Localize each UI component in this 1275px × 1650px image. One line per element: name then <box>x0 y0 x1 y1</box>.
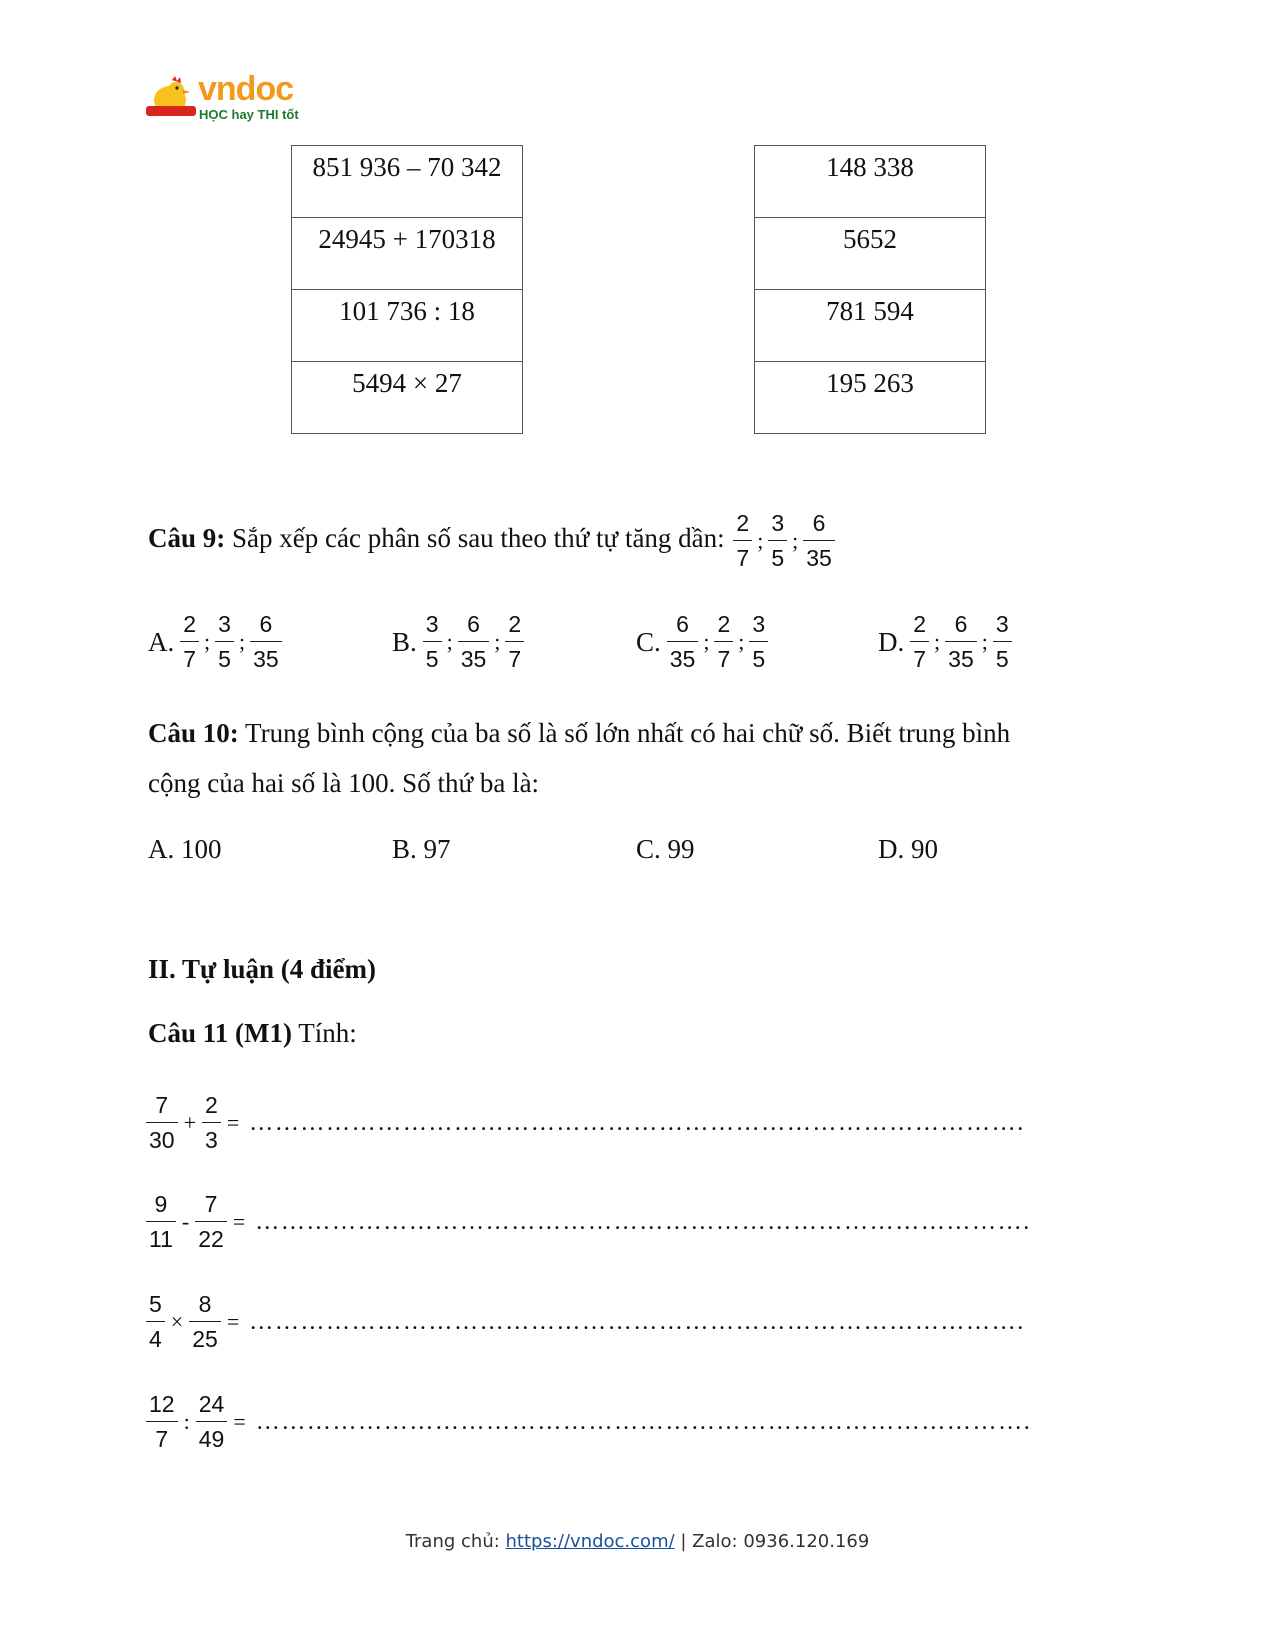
numerator: 7 <box>146 1094 178 1123</box>
denominator: 7 <box>508 646 522 672</box>
chicken-mascot-icon <box>146 76 198 120</box>
question-10 <box>148 720 1010 747</box>
fraction <box>714 613 733 671</box>
fraction <box>146 1193 176 1251</box>
separator: ; <box>981 629 988 654</box>
separator: = <box>226 1110 240 1135</box>
table-cell: 101 736 : 18 <box>292 290 523 362</box>
numerator: 2 <box>202 1094 221 1123</box>
denominator: 35 <box>806 545 832 571</box>
denominator: 5 <box>752 646 766 672</box>
question-fractions <box>731 510 836 571</box>
denominator: 35 <box>253 646 279 672</box>
separator: ; <box>738 629 745 654</box>
separator: ; <box>792 528 799 553</box>
fraction <box>423 613 442 671</box>
numerator: 3 <box>993 613 1012 642</box>
q9-option-a[interactable] <box>148 613 284 671</box>
separator: ; <box>703 629 710 654</box>
answer-blank[interactable]: ………………………………………………………………………………. <box>255 1209 1031 1235</box>
expression-row <box>144 1094 1025 1152</box>
option-label: A. <box>148 626 175 657</box>
fraction <box>195 1193 227 1251</box>
numerator: 6 <box>667 613 699 642</box>
table-cell: 5494 × 27 <box>292 362 523 434</box>
denominator: 5 <box>771 545 785 571</box>
fraction <box>667 613 699 671</box>
table-cell: 781 594 <box>755 290 986 362</box>
question-label: Câu 10: <box>148 718 239 748</box>
q9-option-b[interactable] <box>392 613 526 671</box>
fraction <box>749 613 768 671</box>
option-fractions <box>178 611 283 672</box>
numerator: 2 <box>733 512 752 541</box>
numerator: 6 <box>458 613 490 642</box>
separator: ; <box>446 629 453 654</box>
denominator: 35 <box>669 646 696 672</box>
numerator: 2 <box>180 613 199 642</box>
option-label: D. <box>878 626 905 657</box>
fraction <box>458 613 490 671</box>
numerator: 2 <box>910 613 929 642</box>
fraction <box>945 613 977 671</box>
denominator: 25 <box>192 1326 218 1352</box>
fraction <box>180 613 199 671</box>
denominator: 5 <box>995 646 1009 672</box>
separator: - <box>181 1209 190 1234</box>
expression-row <box>144 1293 1025 1351</box>
footer-prefix: Trang chủ: <box>405 1531 506 1552</box>
denominator: 30 <box>149 1127 175 1153</box>
numerator: 3 <box>768 512 787 541</box>
question-text: Sắp xếp các phân số sau theo thứ tự tăng dần: <box>232 523 725 554</box>
section-title: II. Tự luận (4 điểm) <box>148 954 376 984</box>
numerator: 8 <box>189 1293 221 1322</box>
expression-row <box>144 1393 1031 1451</box>
fraction <box>910 613 929 671</box>
table-cell: 24945 + 170318 <box>292 218 523 290</box>
denominator: 3 <box>205 1127 218 1153</box>
numerator: 2 <box>714 613 733 642</box>
denominator: 11 <box>149 1226 173 1252</box>
vndoc-logo <box>146 70 306 126</box>
denominator: 7 <box>155 1426 169 1452</box>
question-text: Trung bình cộng của ba số là số lớn nhất có hai chữ số. Biết trung bình <box>245 718 1011 748</box>
fraction <box>196 1393 228 1451</box>
fraction <box>146 1393 178 1451</box>
separator: : <box>183 1409 190 1434</box>
numerator: 2 <box>505 613 524 642</box>
separator: + <box>183 1110 197 1135</box>
separator: = <box>233 1409 246 1434</box>
q9-option-d[interactable] <box>878 613 1014 671</box>
q10-option-c[interactable]: C. 99 <box>636 834 695 864</box>
logo-slogan: HỌC hay THI tốt <box>199 107 299 122</box>
answer-blank[interactable]: ………………………………………………………………………………. <box>249 1110 1025 1136</box>
table-cell: 851 936 – 70 342 <box>292 146 523 218</box>
footer-suffix: | Zalo: 0936.120.169 <box>674 1531 870 1552</box>
numerator: 5 <box>146 1293 165 1322</box>
fraction <box>202 1094 221 1152</box>
option-label: B. <box>392 626 417 657</box>
separator: ; <box>494 629 501 654</box>
denominator: 7 <box>913 646 927 672</box>
fraction <box>189 1293 221 1351</box>
numerator: 6 <box>945 613 977 642</box>
numerator: 6 <box>803 512 835 541</box>
results-table <box>754 145 986 434</box>
numerator: 12 <box>146 1393 178 1422</box>
question-label: Câu 9: <box>148 523 226 554</box>
denominator: 5 <box>218 646 231 672</box>
numerator: 24 <box>196 1393 228 1422</box>
expression-row <box>144 1193 1031 1251</box>
fraction <box>146 1293 165 1351</box>
page-footer <box>0 1531 1275 1552</box>
numerator: 6 <box>250 613 282 642</box>
q9-option-c[interactable] <box>636 613 770 671</box>
answer-blank[interactable]: ………………………………………………………………………………. <box>249 1309 1025 1335</box>
q10-option-d[interactable]: D. 90 <box>878 834 938 864</box>
fraction <box>215 613 234 671</box>
fraction <box>146 1094 178 1152</box>
question-11 <box>148 1020 357 1047</box>
separator: ; <box>934 629 941 654</box>
expressions-table <box>291 145 523 434</box>
logo-brand: vndoc <box>198 70 294 108</box>
denominator: 35 <box>460 646 487 672</box>
numerator: 3 <box>749 613 768 642</box>
q10-option-b[interactable]: B. 97 <box>392 834 451 864</box>
fraction <box>250 613 282 671</box>
numerator: 3 <box>215 613 234 642</box>
separator: = <box>232 1209 246 1234</box>
option-fractions <box>421 611 526 672</box>
separator: ; <box>204 629 211 654</box>
denominator: 7 <box>717 646 731 672</box>
question-text: Tính: <box>298 1018 357 1048</box>
numerator: 9 <box>146 1193 176 1222</box>
denominator: 49 <box>198 1426 225 1452</box>
option-fractions <box>908 611 1013 672</box>
denominator: 4 <box>149 1326 162 1352</box>
fraction <box>768 512 787 570</box>
q10-option-a[interactable]: A. 100 <box>148 834 222 864</box>
separator: × <box>170 1309 184 1334</box>
table-cell: 148 338 <box>755 146 986 218</box>
fraction <box>733 512 752 570</box>
fraction <box>505 613 524 671</box>
question-10-line2: cộng của hai số là 100. Số thứ ba là: <box>148 768 540 798</box>
separator: ; <box>238 629 246 654</box>
fraction <box>803 512 835 570</box>
denominator: 35 <box>948 646 974 672</box>
footer-link[interactable]: https://vndoc.com/ <box>505 1531 675 1552</box>
option-fractions <box>665 611 770 672</box>
denominator: 7 <box>736 545 750 571</box>
numerator: 3 <box>423 613 442 642</box>
question-9 <box>148 512 837 570</box>
denominator: 22 <box>198 1226 224 1252</box>
denominator: 7 <box>183 646 197 672</box>
option-label: C. <box>636 626 661 657</box>
fraction <box>993 613 1012 671</box>
separator: = <box>226 1309 240 1334</box>
table-cell: 5652 <box>755 218 986 290</box>
denominator: 5 <box>425 646 439 672</box>
numerator: 7 <box>195 1193 227 1222</box>
table-cell: 195 263 <box>755 362 986 434</box>
question-label: Câu 11 (M1) <box>148 1018 292 1048</box>
separator: ; <box>757 528 764 553</box>
answer-blank[interactable]: ………………………………………………………………………………. <box>255 1409 1032 1435</box>
